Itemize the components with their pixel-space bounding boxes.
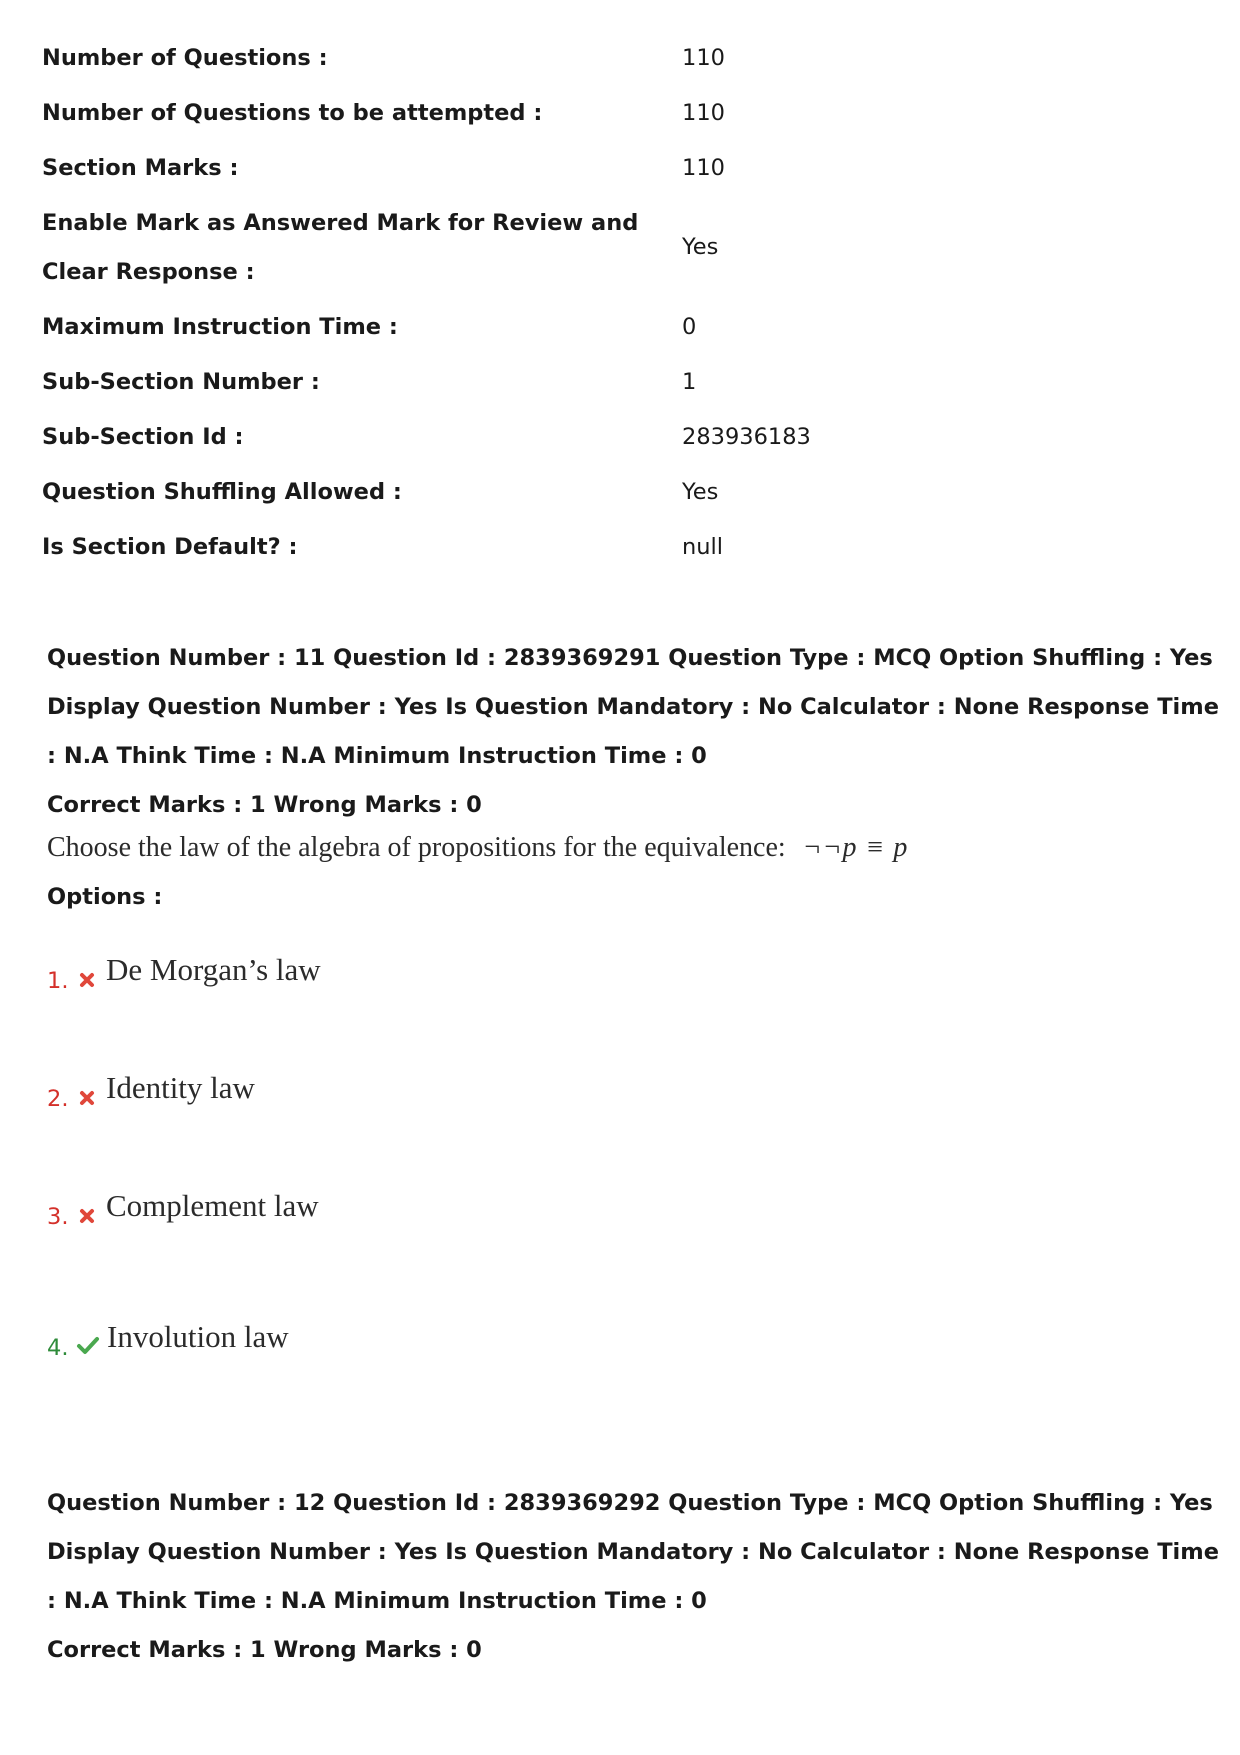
info-row <box>42 413 1192 462</box>
info-row <box>42 303 1192 352</box>
info-row <box>42 199 1192 297</box>
info-value: 110 <box>682 100 725 126</box>
option-number: 3. <box>47 1204 69 1230</box>
question-meta-line: Display Question Number : Yes Is Question Mandatory : No Calculator : None Response Time <box>47 694 1219 720</box>
info-label: Maximum Instruction Time : <box>42 314 398 340</box>
info-value: 0 <box>682 314 697 340</box>
option-number: 2. <box>47 1086 69 1112</box>
info-label: Number of Questions : <box>42 45 328 71</box>
info-label: Question Shuffling Allowed : <box>42 479 402 505</box>
info-value: Yes <box>682 234 719 260</box>
option-text: Involution law <box>107 1319 289 1354</box>
info-row <box>42 89 1192 138</box>
cross-icon <box>78 1203 96 1225</box>
section-info-table <box>42 34 1192 560</box>
question-meta-line: : N.A Think Time : N.A Minimum Instruction Time : 0 <box>47 743 707 769</box>
info-value: 110 <box>682 155 725 181</box>
info-label: Sub-Section Number : <box>42 369 320 395</box>
cross-icon <box>78 967 96 989</box>
info-value: 1 <box>682 369 697 395</box>
option-text: Complement law <box>106 1188 319 1223</box>
info-label: Number of Questions to be attempted : <box>42 100 543 126</box>
info-value: Yes <box>682 479 719 505</box>
info-label: Clear Response : <box>42 259 255 285</box>
option-text: Identity law <box>106 1070 255 1105</box>
info-label: Enable Mark as Answered Mark for Review and <box>42 210 639 236</box>
option-number: 1. <box>47 968 69 994</box>
question-block <box>47 1479 1219 1675</box>
question-block <box>47 634 1219 922</box>
option-number: 4. <box>47 1335 69 1361</box>
info-row <box>42 34 1192 83</box>
question-meta-line: Question Number : 12 Question Id : 2839369292 Question Type : MCQ Option Shuffling : Yes <box>47 1490 1213 1516</box>
info-row <box>42 144 1192 193</box>
info-row <box>42 468 1192 517</box>
question-meta-line: : N.A Think Time : N.A Minimum Instruction Time : 0 <box>47 1588 707 1614</box>
option-text: De Morgan’s law <box>106 952 321 987</box>
info-value: 283936183 <box>682 424 811 450</box>
info-row <box>42 358 1192 407</box>
question-formula: ¬¬p ≡ p <box>802 832 909 863</box>
question-marks: Correct Marks : 1 Wrong Marks : 0 <box>47 792 482 818</box>
info-row <box>42 523 1192 572</box>
info-value: null <box>682 534 724 560</box>
question-marks: Correct Marks : 1 Wrong Marks : 0 <box>47 1637 482 1663</box>
info-value: 110 <box>682 45 725 71</box>
info-label: Is Section Default? : <box>42 534 298 560</box>
question-prompt: Choose the law of the algebra of propositions for the equivalence: <box>47 832 786 863</box>
cross-icon <box>78 1085 96 1107</box>
checkmark-icon <box>76 1334 100 1356</box>
options-label: Options : <box>47 884 163 910</box>
info-label: Sub-Section Id : <box>42 424 244 450</box>
question-meta-line: Question Number : 11 Question Id : 2839369291 Question Type : MCQ Option Shuffling : Yes <box>47 645 1213 671</box>
question-text <box>47 830 1197 866</box>
info-label: Section Marks : <box>42 155 239 181</box>
question-meta-line: Display Question Number : Yes Is Question Mandatory : No Calculator : None Response Time <box>47 1539 1219 1565</box>
